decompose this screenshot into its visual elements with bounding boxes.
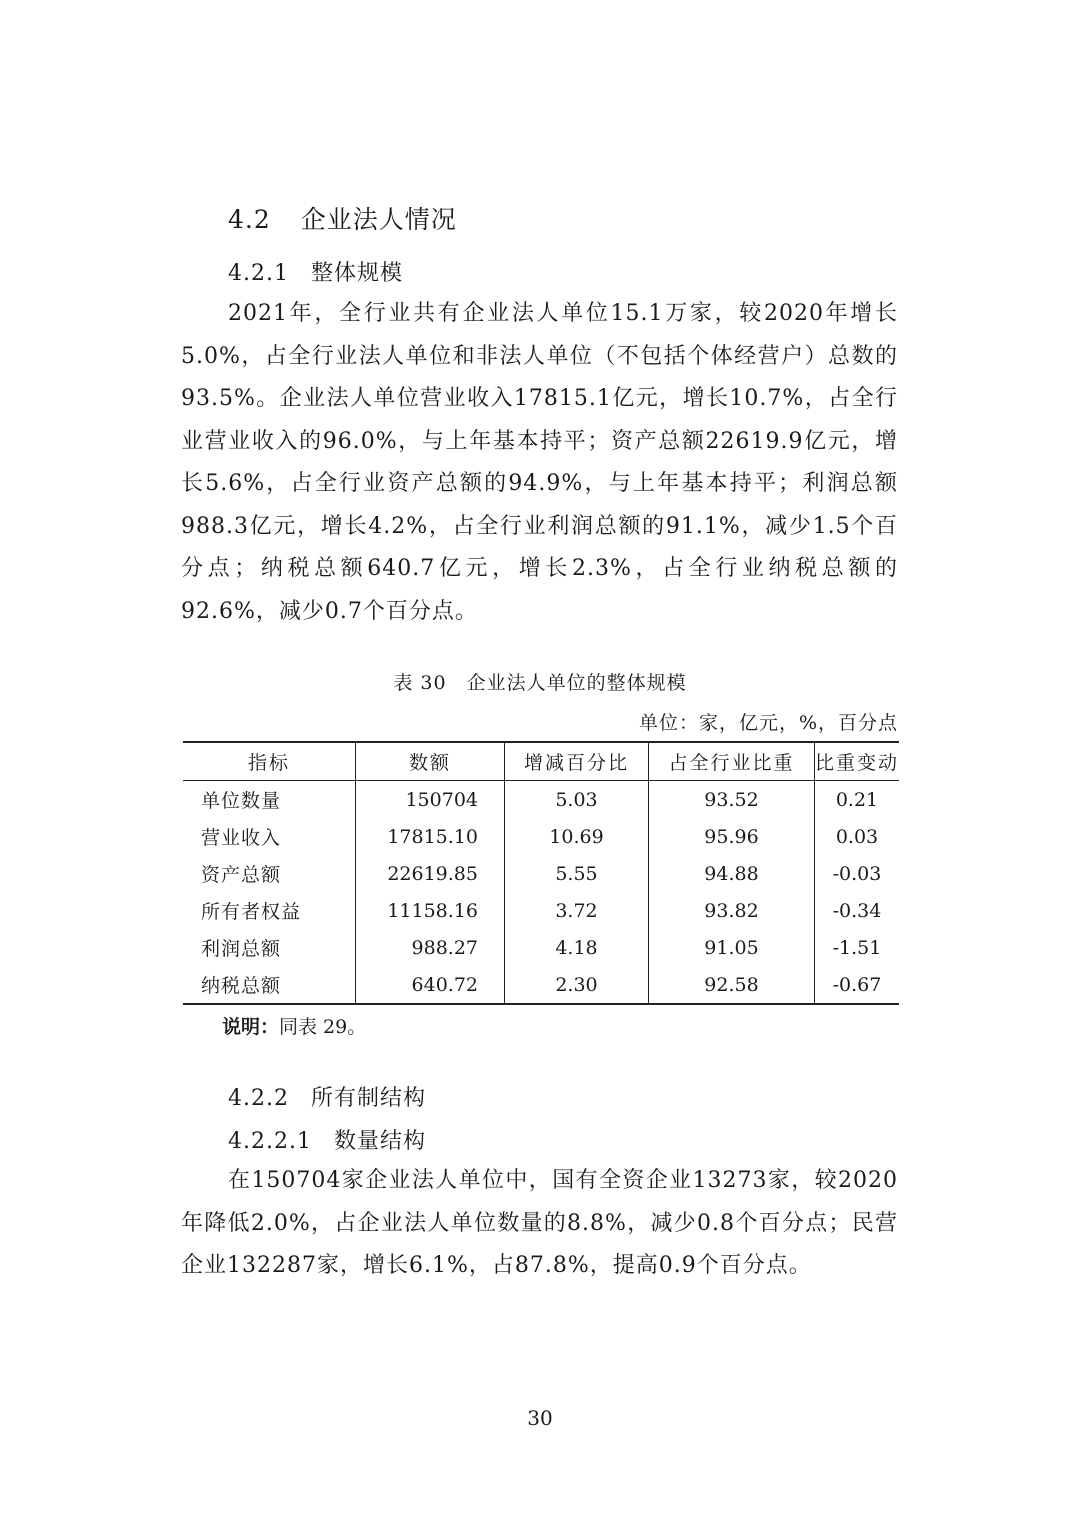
page-number: 30 — [527, 1406, 553, 1430]
subsubsection-number: 4.2.2.1 — [228, 1129, 312, 1154]
cell-share-change: -0.03 — [815, 855, 900, 892]
note-label: 说明： — [222, 1016, 280, 1038]
header-amount: 数额 — [356, 742, 505, 781]
paragraph-quantity: 在150704家企业法人单位中，国有全资企业13273家，较2020年降低2.0%，占企业法人单位数量的8.8%，减少0.8个百分点；民营企业132287家，增长6.1%，占87.8%，提高0.9个百分点。 — [181, 1168, 898, 1278]
table-caption-title: 企业法人单位的整体规模 — [466, 672, 687, 694]
cell-amount: 11158.16 — [356, 892, 505, 929]
paragraph-overall: 2021年，全行业共有企业法人单位15.1万家，较2020年增长5.0%，占全行业法人单位和非法人单位（不包括个体经营户）总数的93.5%。企业法人单位营业收入17815.1亿元，增长10.7%，占全行业营业收入的96.0%，与上年基本持平；资产总额22619.9亿元，增长5.6%，占全行业资产总额的94.9%，与上年基本持平；利润总额988.3亿元，增长4.2%，占全行业利润总额的91.1%，减少1.5个百分点；纳税总额640.7亿元，增长2.3%，占全行业纳税总额的92.6%，减少0.7个百分点。 — [181, 301, 898, 624]
subsection-heading-ownership — [228, 1081, 426, 1112]
section-heading — [228, 200, 457, 236]
table-row — [183, 818, 899, 855]
cell-change-pct: 10.69 — [505, 818, 649, 855]
cell-amount: 22619.85 — [356, 855, 505, 892]
section-number: 4.2 — [228, 205, 271, 234]
cell-share: 92.58 — [649, 966, 815, 1004]
subsection-number: 4.2.2 — [228, 1086, 289, 1111]
cell-change-pct: 5.55 — [505, 855, 649, 892]
enterprise-scale-table — [183, 741, 899, 1005]
header-share-change: 比重变动 — [815, 742, 900, 781]
table-caption-number: 表 30 — [393, 672, 447, 694]
cell-share: 94.88 — [649, 855, 815, 892]
subsection-number: 4.2.1 — [228, 261, 289, 286]
cell-share-change: 0.21 — [815, 781, 900, 819]
subsubsection-heading-quantity — [228, 1124, 426, 1155]
note-text: 同表 29。 — [279, 1016, 367, 1038]
table-note — [222, 1012, 366, 1039]
cell-change-pct: 4.18 — [505, 929, 649, 966]
cell-amount: 150704 — [356, 781, 505, 819]
cell-amount: 640.72 — [356, 966, 505, 1004]
table-row — [183, 929, 899, 966]
table-row — [183, 781, 899, 819]
cell-indicator: 资产总额 — [201, 864, 282, 886]
cell-share-change: -0.34 — [815, 892, 900, 929]
table-row — [183, 855, 899, 892]
subsection-heading-overall — [228, 256, 403, 287]
table-row — [183, 892, 899, 929]
section-title: 企业法人情况 — [300, 205, 457, 234]
table-caption — [0, 668, 1080, 695]
cell-change-pct: 5.03 — [505, 781, 649, 819]
cell-share-change: -0.67 — [815, 966, 900, 1004]
cell-indicator: 单位数量 — [201, 790, 282, 812]
cell-indicator: 所有者权益 — [201, 901, 302, 923]
cell-indicator: 纳税总额 — [201, 975, 282, 997]
cell-change-pct: 2.30 — [505, 966, 649, 1004]
cell-amount: 988.27 — [356, 929, 505, 966]
table-row — [183, 966, 899, 1004]
subsection-title: 所有制结构 — [310, 1086, 426, 1111]
subsubsection-title: 数量结构 — [333, 1129, 426, 1154]
cell-share: 95.96 — [649, 818, 815, 855]
cell-share: 93.52 — [649, 781, 815, 819]
cell-share-change: 0.03 — [815, 818, 900, 855]
cell-amount: 17815.10 — [356, 818, 505, 855]
header-indicator: 指标 — [247, 752, 290, 774]
cell-indicator: 利润总额 — [201, 938, 282, 960]
cell-share: 93.82 — [649, 892, 815, 929]
subsection-title: 整体规模 — [310, 261, 403, 286]
cell-indicator: 营业收入 — [201, 827, 282, 849]
cell-share-change: -1.51 — [815, 929, 900, 966]
table-unit-label: 单位：家，亿元，%，百分点 — [638, 712, 898, 734]
cell-share: 91.05 — [649, 929, 815, 966]
header-change-pct: 增减百分比 — [505, 742, 649, 781]
header-share: 占全行业比重 — [649, 742, 815, 781]
cell-change-pct: 3.72 — [505, 892, 649, 929]
table-header-row — [183, 742, 899, 781]
